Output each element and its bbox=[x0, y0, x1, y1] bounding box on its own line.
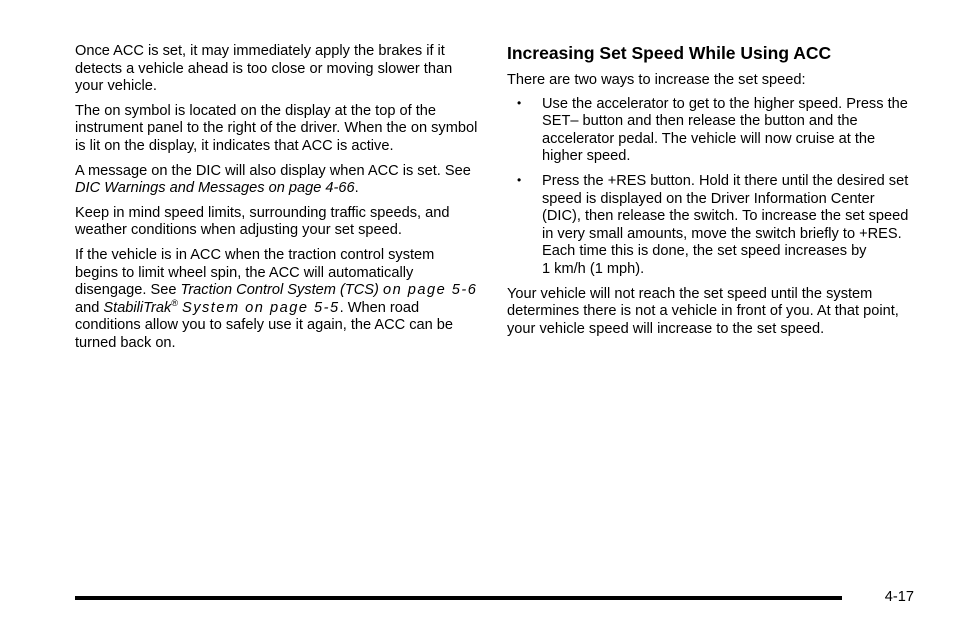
paragraph-traction-control-end: . When road conditions allow you to safely use it again, the ACC can be turned back on. bbox=[75, 299, 454, 351]
list-item-text: Use the accelerator to get to the higher speed. Press the SET– button and then release the button and the accelerator pedal. The vehicle will now cruise at the higher speed. bbox=[542, 95, 908, 165]
registered-trademark-mark: ® bbox=[171, 297, 178, 308]
stabilitrak-reference-link[interactable] bbox=[103, 297, 340, 316]
tcs-reference-link[interactable] bbox=[180, 282, 477, 298]
method-list bbox=[507, 96, 912, 279]
footer-divider bbox=[75, 596, 842, 600]
paragraph-speed-limits: Keep in mind speed limits, surrounding traffic speeds, and weather conditions when adjusting your set speed. bbox=[75, 204, 450, 239]
paragraph-traction-control-text: If the vehicle is in ACC when the traction control system begins to limit wheel spin, the ACC will automatically disengage. See bbox=[75, 246, 435, 299]
tcs-reference-title: Traction Control System (TCS) bbox=[180, 282, 379, 299]
stabilitrak-reference-page: System on page 5-5 bbox=[181, 299, 340, 316]
dic-warnings-reference-link[interactable]: DIC Warnings and Messages on page 4-66 bbox=[75, 180, 355, 197]
stabilitrak-reference-brand: StabiliTrak bbox=[103, 299, 172, 316]
paragraph-dic-message-text: A message on the DIC will also display when ACC is set. See bbox=[75, 162, 471, 179]
paragraph-acc-braking: Once ACC is set, it may immediately apply the brakes if it detects a vehicle ahead is too close or moving slower than your vehicle. bbox=[75, 43, 453, 95]
list-item-accelerator bbox=[507, 96, 912, 166]
right-column bbox=[507, 43, 912, 345]
list-item-text: Press the +RES button. Hold it there until the desired set speed is displayed on the Driver Information Center (DIC), then release the switch. To increase the set speed in very small amounts, move the switch briefly to +RES. Each time this is done, the set speed increases by 1 km/h (1 mph). bbox=[542, 172, 909, 277]
bullet-icon: • bbox=[517, 95, 522, 110]
section-intro: There are two ways to increase the set speed: bbox=[507, 72, 806, 88]
paragraph-traction-control-and: and bbox=[75, 299, 104, 316]
tcs-reference-page: on page 5-6 bbox=[382, 282, 478, 299]
paragraph-dic-message bbox=[75, 163, 480, 198]
section-heading: Increasing Set Speed While Using ACC bbox=[507, 43, 832, 63]
paragraph-traction-control bbox=[75, 247, 480, 353]
paragraph-dic-message-end: . bbox=[354, 180, 359, 197]
page-number: 4-17 bbox=[884, 589, 914, 605]
paragraph-on-symbol: The on symbol is located on the display at the top of the instrument panel to the right of the driver. When the on symbol is lit on the display, it indicates that ACC is active. bbox=[75, 102, 478, 154]
list-item-res-button bbox=[507, 173, 912, 279]
paragraph-closing: Your vehicle will not reach the set speed until the system determines there is not a vehicle in front of you. At that point, your vehicle speed will increase to the set speed. bbox=[507, 285, 899, 337]
left-column bbox=[75, 43, 480, 360]
bullet-icon: • bbox=[517, 172, 522, 187]
